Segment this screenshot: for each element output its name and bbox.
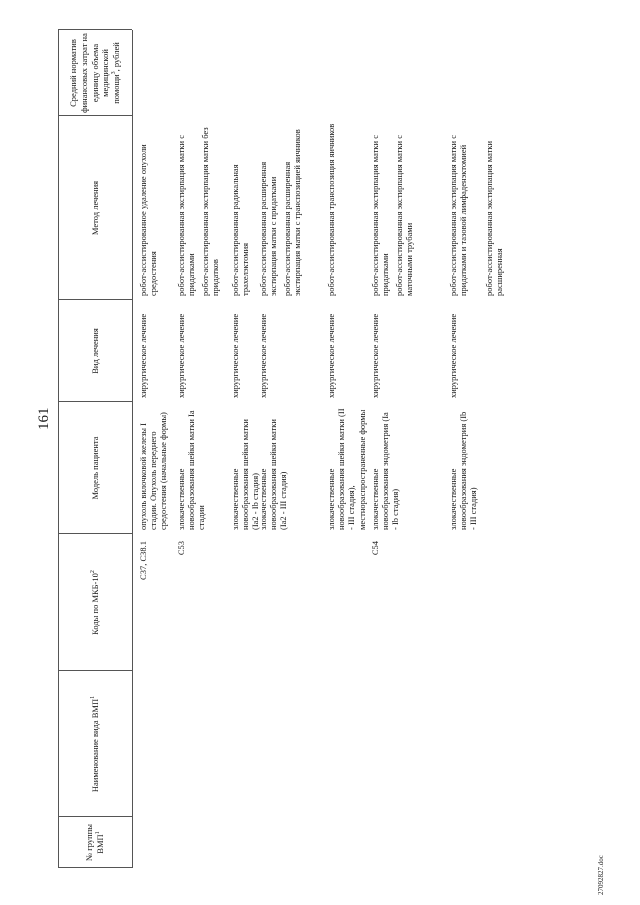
treatment-method: робот-ассистированная расширенная экстирпация матки с придатками <box>258 161 279 296</box>
treatment-method: робот-ассистированная экстирпация матки расширенная <box>484 140 505 296</box>
treatment-method: робот-ассистированная транспозиция яичников <box>326 123 336 296</box>
patient-model: злокачественные новообразования эндометрия (Ib - III стадия) <box>448 411 479 530</box>
treatment-method: робот-ассистированная экстирпация матки с маточными трубами <box>394 135 415 296</box>
header-group-no: № группы ВМП$^1$ <box>84 824 105 861</box>
treatment-method: робот-ассистированная расширенная экстирпация матки с транспозицией яичников <box>282 129 303 296</box>
treatment-method: робот-ассистированная экстирпация матки с придатками <box>370 135 391 296</box>
document-footer: 27092827.doc <box>597 855 605 895</box>
header-patient-model: Модель пациента <box>89 436 100 500</box>
treatment-method: робот-ассистированная экстирпация матки с придатками <box>176 135 197 296</box>
treatment-type: хирургическое лечение <box>230 313 240 398</box>
patient-model: злокачественные новообразования шейки матки (Ia2 - III стадия) <box>258 419 289 530</box>
procedures-table <box>58 30 640 868</box>
patient-model: злокачественные новообразования шейки матки Ia стадии <box>176 410 207 530</box>
patient-model: злокачественные новообразования эндометрия (Ia - Ib стадия) <box>370 412 401 530</box>
treatment-method: робот-ассистированная экстирпация матки без придатков <box>200 127 221 296</box>
page-number: 161 <box>36 407 52 430</box>
treatment-type: хирургическое лечение <box>258 313 268 398</box>
header-treatment-type: Вид лечения <box>89 328 100 374</box>
treatment-type: хирургическое лечение <box>370 313 380 398</box>
header-mkb-codes: Коды по МКБ-$10^2$ <box>89 570 100 635</box>
patient-model: злокачественные новообразования шейки матки (II - III стадия), местнораспространенные формы <box>326 408 367 530</box>
treatment-method: робот-ассистированное удаление опухоли средостения <box>138 144 159 296</box>
header-vmp-name: Наименование вида ВМП$^1$ <box>89 695 100 793</box>
header-bottom-rule <box>132 30 133 868</box>
treatment-method: робот-ассистированная экстирпация матки с придатками и тазовой лимфаденэктомией <box>448 135 469 296</box>
mkb-code: C37, C38.1 <box>138 541 148 580</box>
treatment-type: хирургическое лечение <box>448 313 458 398</box>
header-treatment-method: Метод лечения <box>89 180 100 236</box>
treatment-type: хирургическое лечение <box>138 313 148 398</box>
treatment-method: робот-ассистированная радикальная трахелэктомия <box>230 164 251 296</box>
header-average-cost: Средний норматив финансовых затрат на единицу объема медицинской помощи$^3$, рублей <box>68 33 121 113</box>
patient-model: опухоль вилочковой железы I стадии. Опухоль переднего средостения (начальные формы) <box>138 412 169 530</box>
mkb-code: C53 <box>176 541 186 556</box>
treatment-type: хирургическое лечение <box>176 313 186 398</box>
treatment-type: хирургическое лечение <box>326 313 336 398</box>
mkb-code: C54 <box>370 541 380 556</box>
patient-model: злокачественные новообразования шейки матки (Ia2 - Ib стадия) <box>230 419 261 530</box>
